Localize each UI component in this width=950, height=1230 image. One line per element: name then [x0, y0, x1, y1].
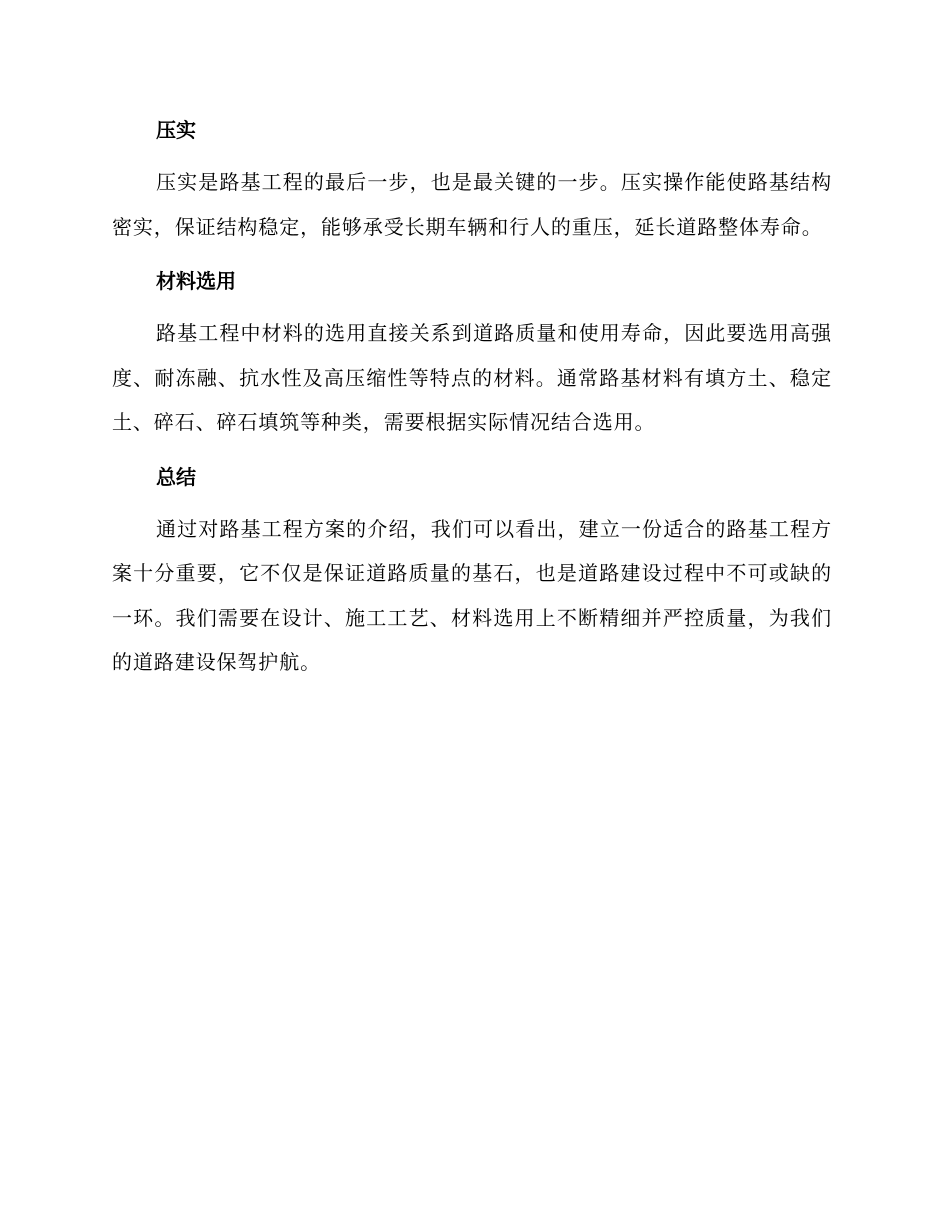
- section-heading: 压实: [156, 118, 196, 142]
- section-summary: [112, 455, 832, 685]
- section-materials: [112, 259, 832, 445]
- section-compaction: [112, 108, 832, 249]
- document-body: [112, 108, 832, 695]
- section-heading: 材料选用: [156, 269, 236, 293]
- section-paragraph: 路基工程中材料的选用直接关系到道路质量和使用寿命，因此要选用高强度、耐冻融、抗水性及高压缩性等特点的材料。通常路基材料有填方土、稳定土、碎石、碎石填筑等种类，需要根据实际情况结合选用。: [112, 321, 832, 434]
- section-heading: 总结: [156, 464, 196, 489]
- section-paragraph: 压实是路基工程的最后一步，也是最关键的一步。压实操作能使路基结构密实，保证结构稳定，能够承受长期车辆和行人的重压，延长道路整体寿命。: [112, 170, 832, 239]
- section-paragraph: 通过对路基工程方案的介绍，我们可以看出，建立一份适合的路基工程方案十分重要，它不仅是保证道路质量的基石，也是道路建设过程中不可或缺的一环。我们需要在设计、施工工艺、材料选用上不断精细并严控质量，为我们的道路建设保驾护航。: [112, 516, 832, 674]
